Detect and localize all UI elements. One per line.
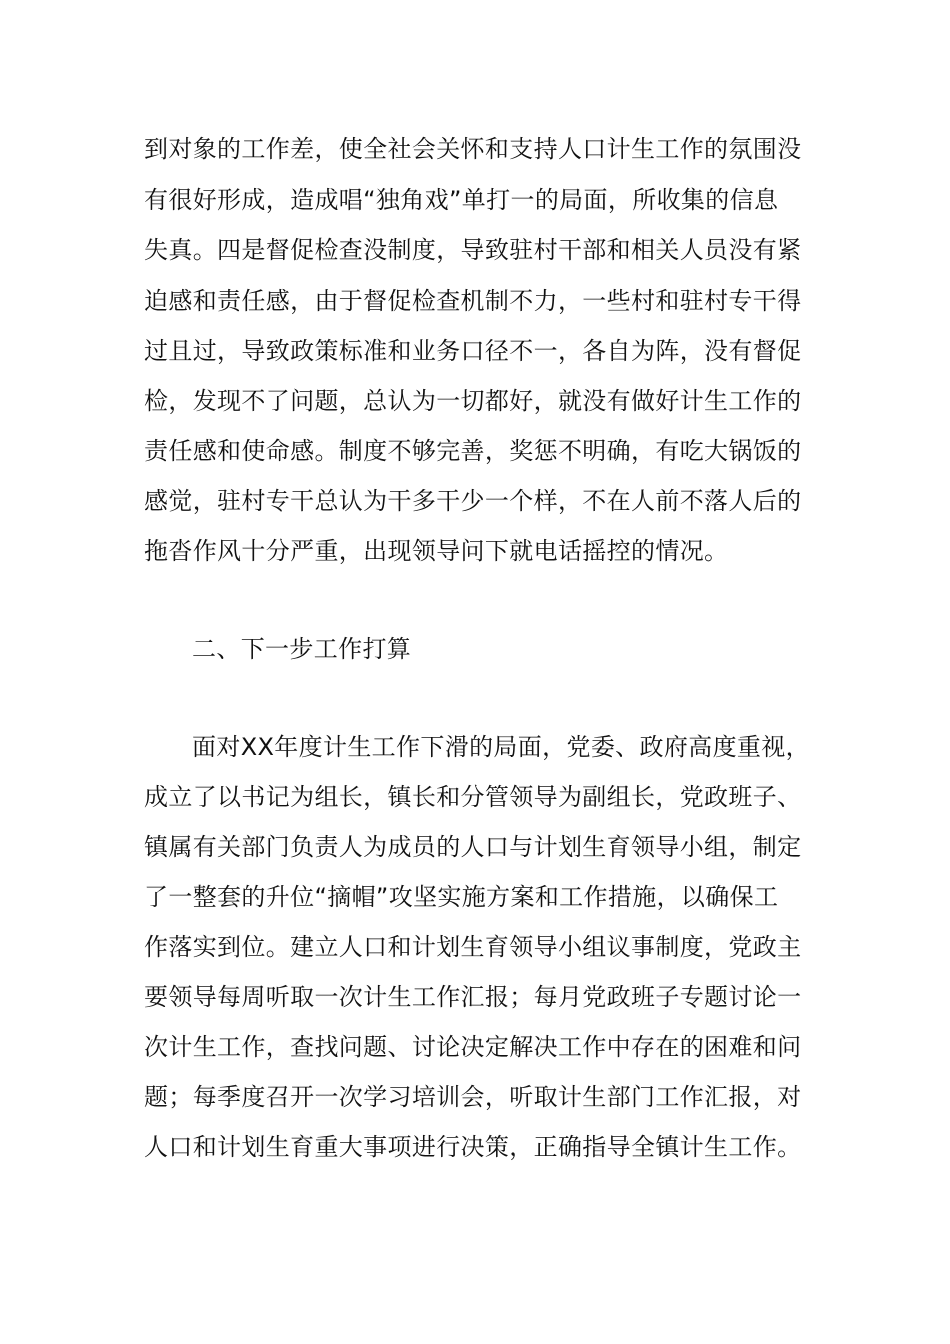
paragraph-1-line-3: 失真。四是督促检查没制度，导致驻村干部和相关人员没有紧 bbox=[144, 236, 802, 264]
paragraph-2-line-1: 面对XX年度计生工作下滑的局面，党委、政府高度重视， bbox=[192, 733, 810, 761]
paragraph-2-line-3: 镇属有关部门负责人为成员的人口与计划生育领导小组，制定 bbox=[144, 833, 802, 861]
paragraph-2-line-2: 成立了以书记为组长，镇长和分管领导为副组长，党政班子、 bbox=[144, 783, 802, 811]
paragraph-2-line-7: 次计生工作，查找问题、讨论决定解决工作中存在的困难和问 bbox=[144, 1033, 802, 1061]
paragraph-1-line-6: 检，发现不了问题，总认为一切都好，就没有做好计生工作的 bbox=[144, 387, 802, 415]
paragraph-1-line-2: 有很好形成，造成唱“独角戏”单打一的局面，所收集的信息 bbox=[144, 186, 779, 214]
paragraph-1-line-5: 过且过，导致政策标准和业务口径不一，各自为阵，没有督促 bbox=[144, 337, 802, 365]
paragraph-1-line-9: 拖沓作风十分严重，出现领导问下就电话摇控的情况。 bbox=[144, 537, 729, 565]
paragraph-2-line-6: 要领导每周听取一次计生工作汇报；每月党政班子专题讨论一 bbox=[144, 983, 802, 1011]
paragraph-2-line-8: 题；每季度召开一次学习培训会，听取计生部门工作汇报，对 bbox=[144, 1083, 802, 1111]
section-heading: 二、下一步工作打算 bbox=[192, 635, 412, 663]
paragraph-1-line-4: 迫感和责任感，由于督促检查机制不力，一些村和驻村专干得 bbox=[144, 287, 802, 315]
paragraph-1-line-8: 感觉，驻村专干总认为干多干少一个样，不在人前不落人后的 bbox=[144, 487, 802, 515]
paragraph-2-line-4: 了一整套的升位“摘帽”攻坚实施方案和工作措施，以确保工 bbox=[144, 883, 779, 911]
paragraph-2-line-5: 作落实到位。建立人口和计划生育领导小组议事制度，党政主 bbox=[144, 933, 802, 961]
paragraph-2-line-9: 人口和计划生育重大事项进行决策，正确指导全镇计生工作。 bbox=[144, 1133, 802, 1161]
paragraph-1-line-7: 责任感和使命感。制度不够完善，奖惩不明确，有吃大锅饭的 bbox=[144, 437, 802, 465]
paragraph-1-line-1: 到对象的工作差，使全社会关怀和支持人口计生工作的氛围没 bbox=[144, 135, 802, 163]
